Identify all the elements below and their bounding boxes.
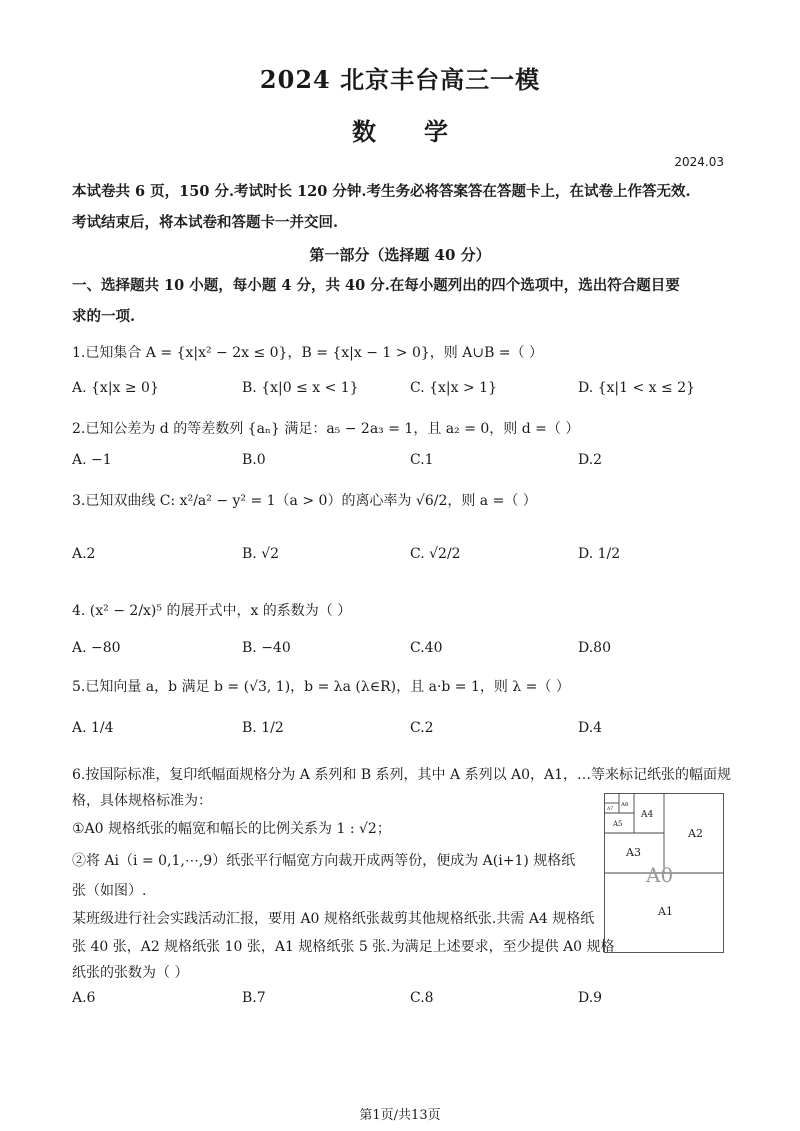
question-6-stem-8: 纸张的张数为（ ） — [72, 965, 189, 981]
instructions-line-2: 考试结束后，将本试卷和答题卡一并交回. — [72, 214, 339, 231]
question-6-option-c: C.8 — [410, 990, 434, 1006]
question-6-option-a: A.6 — [72, 990, 96, 1006]
diagram-label-a1: A1 — [658, 905, 673, 918]
exam-date: 2024.03 — [674, 155, 724, 169]
question-6-stem-2: 格，具体规格标准为： — [72, 793, 212, 809]
question-5-option-b: B. 1/2 — [242, 720, 284, 736]
question-4-option-b: B. −40 — [242, 640, 291, 656]
question-2-stem: 2.已知公差为 d 的等差数列 {aₙ} 满足：a₅ − 2a₃ = 1，且 a₂ = 0，则 d =（ ） — [72, 421, 580, 437]
question-3-option-b: B. √2 — [242, 546, 280, 562]
part1-heading: 第一部分（选择题 40 分） — [309, 246, 491, 264]
question-5-option-d: D.4 — [578, 720, 603, 736]
part1-intro-2: 求的一项. — [72, 308, 136, 325]
question-1-option-d: D. {x|1 < x ≤ 2} — [578, 380, 696, 396]
subject-char-1: 数 — [352, 117, 376, 146]
diagram-label-a4: A4 — [641, 810, 654, 820]
question-1-option-c: C. {x|x > 1} — [410, 380, 497, 396]
diagram-label-a0: A0 — [646, 863, 674, 887]
question-6-stem-1: 6.按国际标准，复印纸幅面规格分为 A 系列和 B 系列，其中 A 系列以 A0，A1，…等来标记纸张的幅面规 — [72, 767, 732, 783]
question-6-stem-6: 某班级进行社会实践活动汇报，要用 A0 规格纸张裁剪其他规格纸张.共需 A4 规格纸 — [72, 911, 595, 927]
instructions-line-1: 本试卷共 6 页，150 分.考试时长 120 分钟.考生务必将答案答在答题卡上，在试卷上作答无效. — [72, 183, 691, 200]
diagram-label-a2: A2 — [688, 827, 703, 840]
question-1-stem: 1.已知集合 A = {x|x² − 2x ≤ 0}，B = {x|x − 1 > 0}，则 A∪B =（ ） — [72, 345, 543, 361]
diagram-label-a3: A3 — [626, 846, 641, 859]
exam-title: 2024 北京丰台高三一模 — [259, 65, 541, 94]
question-5-stem: 5.已知向量 a，b 满足 b = (√3, 1)，b = λa (λ∈R)，且 a·b = 1，则 λ =（ ） — [72, 679, 570, 695]
diagram-label-a7: A7 — [607, 807, 614, 812]
question-6-stem-4: ②将 Ai（i = 0,1,⋯,9）纸张平行幅宽方向裁开成两等份，便成为 A(i+1) 规格纸 — [72, 853, 576, 869]
question-5-option-a: A. 1/4 — [72, 720, 114, 736]
question-2-option-a: A. −1 — [72, 452, 112, 468]
subject-char-2: 学 — [424, 117, 448, 146]
question-6-stem-3: ①A0 规格纸张的幅宽和幅长的比例关系为 1 : √2； — [72, 821, 391, 837]
diagram-label-a6: A6 — [621, 802, 629, 808]
page-footer: 第1页/共13页 — [359, 1108, 441, 1123]
question-4-option-c: C.40 — [410, 640, 443, 656]
question-6-option-b: B.7 — [242, 990, 266, 1006]
question-3-option-d: D. 1/2 — [578, 546, 621, 562]
question-2-option-d: D.2 — [578, 452, 603, 468]
question-6-stem-7: 张 40 张，A2 规格纸张 10 张，A1 规格纸张 5 张.为满足上述要求，至少提供 A0 规格 — [72, 939, 615, 955]
exam-subject — [0, 112, 800, 147]
part1-intro-1: 一、选择题共 10 小题，每小题 4 分，共 40 分.在每小题列出的四个选项中，选出符合题目要 — [72, 277, 680, 294]
question-2-option-b: B.0 — [242, 452, 266, 468]
question-4-option-a: A. −80 — [72, 640, 121, 656]
question-3-option-a: A.2 — [72, 546, 96, 562]
paper-size-diagram — [604, 793, 724, 953]
question-4-stem: 4. (x² − 2/x)⁵ 的展开式中，x 的系数为（ ） — [72, 603, 352, 619]
diagram-label-a5: A5 — [613, 820, 623, 828]
question-3-option-c: C. √2/2 — [410, 546, 461, 562]
question-4-option-d: D.80 — [578, 640, 611, 656]
question-6-option-d: D.9 — [578, 990, 603, 1006]
question-2-option-c: C.1 — [410, 452, 434, 468]
question-5-option-c: C.2 — [410, 720, 434, 736]
question-6-stem-5: 张（如图）. — [72, 883, 147, 899]
question-3-stem: 3.已知双曲线 C: x²/a² − y² = 1（a > 0）的离心率为 √6/2，则 a =（ ） — [72, 493, 537, 509]
question-1-option-a: A. {x|x ≥ 0} — [72, 380, 159, 396]
question-1-option-b: B. {x|0 ≤ x < 1} — [242, 380, 359, 396]
